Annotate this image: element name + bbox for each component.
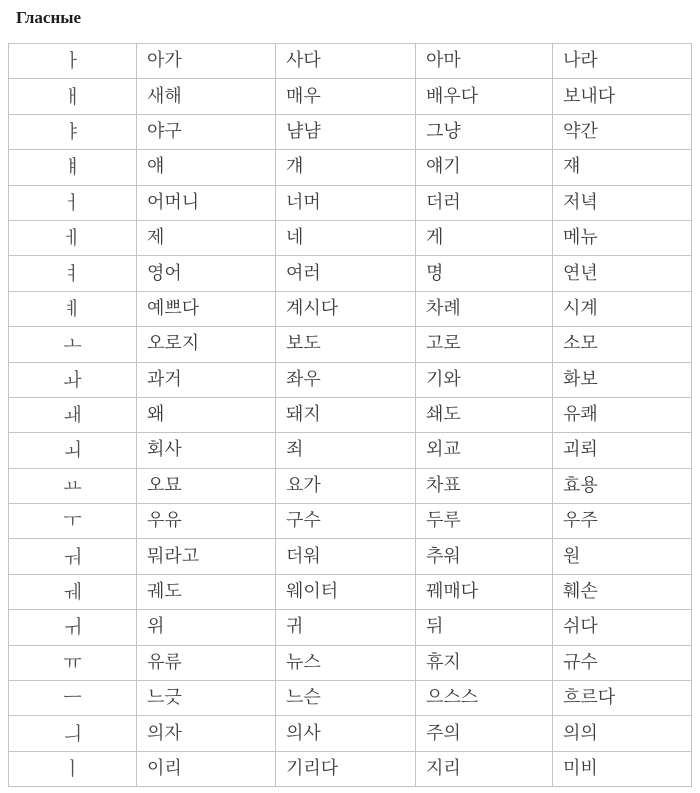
example-word-cell: 보도 <box>276 327 416 362</box>
table-row <box>9 327 692 362</box>
vowel-cell: ㅕ <box>9 256 137 291</box>
example-word-cell: 괴뢰 <box>553 433 692 468</box>
example-word-cell: 기와 <box>416 362 553 397</box>
table-row <box>9 185 692 220</box>
example-word-cell: 요가 <box>276 468 416 503</box>
example-word-cell: 매우 <box>276 79 416 114</box>
example-word-cell: 위 <box>137 610 276 645</box>
example-word-cell: 나라 <box>553 44 692 79</box>
example-word-cell: 쇄도 <box>416 397 553 432</box>
example-word-cell: 의자 <box>137 716 276 751</box>
example-word-cell: 오로지 <box>137 327 276 362</box>
example-word-cell: 좌우 <box>276 362 416 397</box>
example-word-cell: 아마 <box>416 44 553 79</box>
example-word-cell: 예쁘다 <box>137 291 276 326</box>
example-word-cell: 느긋 <box>137 681 276 716</box>
example-word-cell: 훼손 <box>553 574 692 609</box>
example-word-cell: 게 <box>416 220 553 255</box>
example-word-cell: 메뉴 <box>553 220 692 255</box>
example-word-cell: 아가 <box>137 44 276 79</box>
table-row <box>9 574 692 609</box>
example-word-cell: 꿰매다 <box>416 574 553 609</box>
example-word-cell: 더러 <box>416 185 553 220</box>
table-row <box>9 468 692 503</box>
example-word-cell: 우유 <box>137 504 276 539</box>
example-word-cell: 뒤 <box>416 610 553 645</box>
example-word-cell: 쟤 <box>553 150 692 185</box>
table-row <box>9 433 692 468</box>
vowel-cell: ㅟ <box>9 610 137 645</box>
example-word-cell: 유류 <box>137 645 276 680</box>
example-word-cell: 오묘 <box>137 468 276 503</box>
example-word-cell: 계시다 <box>276 291 416 326</box>
example-word-cell: 영어 <box>137 256 276 291</box>
example-word-cell: 의의 <box>553 716 692 751</box>
example-word-cell: 뉴스 <box>276 645 416 680</box>
example-word-cell: 죄 <box>276 433 416 468</box>
example-word-cell: 원 <box>553 539 692 574</box>
example-word-cell: 구수 <box>276 504 416 539</box>
table-row <box>9 362 692 397</box>
vowel-cell: ㅓ <box>9 185 137 220</box>
example-word-cell: 규수 <box>553 645 692 680</box>
vowel-cell: ㅗ <box>9 327 137 362</box>
example-word-cell: 느슨 <box>276 681 416 716</box>
vowel-table <box>8 43 692 787</box>
example-word-cell: 약간 <box>553 114 692 149</box>
vowel-cell: ㅖ <box>9 291 137 326</box>
example-word-cell: 차례 <box>416 291 553 326</box>
example-word-cell: 귀 <box>276 610 416 645</box>
vowel-cell: ㅒ <box>9 150 137 185</box>
example-word-cell: 뭐라고 <box>137 539 276 574</box>
example-word-cell: 화보 <box>553 362 692 397</box>
table-row <box>9 751 692 786</box>
example-word-cell: 너머 <box>276 185 416 220</box>
vowel-cell: ㅙ <box>9 397 137 432</box>
example-word-cell: 어머니 <box>137 185 276 220</box>
example-word-cell: 돼지 <box>276 397 416 432</box>
vowel-cell: ㅔ <box>9 220 137 255</box>
example-word-cell: 걔 <box>276 150 416 185</box>
example-word-cell: 그냥 <box>416 114 553 149</box>
example-word-cell: 기리다 <box>276 751 416 786</box>
example-word-cell: 차표 <box>416 468 553 503</box>
table-row <box>9 79 692 114</box>
table-row <box>9 610 692 645</box>
example-word-cell: 소모 <box>553 327 692 362</box>
vowel-cell: ㅡ <box>9 681 137 716</box>
example-word-cell: 저녁 <box>553 185 692 220</box>
example-word-cell: 얘 <box>137 150 276 185</box>
example-word-cell: 추워 <box>416 539 553 574</box>
example-word-cell: 웨이터 <box>276 574 416 609</box>
vowel-cell: ㅜ <box>9 504 137 539</box>
vowel-cell: ㅑ <box>9 114 137 149</box>
example-word-cell: 연년 <box>553 256 692 291</box>
vowel-table-body <box>9 44 692 787</box>
vowel-cell: ㅠ <box>9 645 137 680</box>
example-word-cell: 얘기 <box>416 150 553 185</box>
example-word-cell: 미비 <box>553 751 692 786</box>
table-row <box>9 150 692 185</box>
example-word-cell: 회사 <box>137 433 276 468</box>
example-word-cell: 쉬다 <box>553 610 692 645</box>
vowel-cell: ㅐ <box>9 79 137 114</box>
example-word-cell: 의사 <box>276 716 416 751</box>
example-word-cell: 유쾌 <box>553 397 692 432</box>
table-row <box>9 681 692 716</box>
example-word-cell: 고로 <box>416 327 553 362</box>
example-word-cell: 효용 <box>553 468 692 503</box>
example-word-cell: 더워 <box>276 539 416 574</box>
example-word-cell: 지리 <box>416 751 553 786</box>
vowel-cell: ㅏ <box>9 44 137 79</box>
vowel-cell: ㅝ <box>9 539 137 574</box>
vowel-cell: ㅞ <box>9 574 137 609</box>
example-word-cell: 새해 <box>137 79 276 114</box>
vowel-cell: ㅚ <box>9 433 137 468</box>
example-word-cell: 배우다 <box>416 79 553 114</box>
example-word-cell: 네 <box>276 220 416 255</box>
table-row <box>9 291 692 326</box>
table-row <box>9 256 692 291</box>
vowel-cell: ㅣ <box>9 751 137 786</box>
vowel-cell: ㅘ <box>9 362 137 397</box>
example-word-cell: 여러 <box>276 256 416 291</box>
example-word-cell: 으스스 <box>416 681 553 716</box>
table-row <box>9 539 692 574</box>
example-word-cell: 야구 <box>137 114 276 149</box>
vowel-cell: ㅢ <box>9 716 137 751</box>
example-word-cell: 궤도 <box>137 574 276 609</box>
example-word-cell: 과거 <box>137 362 276 397</box>
example-word-cell: 냠냠 <box>276 114 416 149</box>
example-word-cell: 휴지 <box>416 645 553 680</box>
example-word-cell: 보내다 <box>553 79 692 114</box>
example-word-cell: 명 <box>416 256 553 291</box>
table-row <box>9 504 692 539</box>
example-word-cell: 왜 <box>137 397 276 432</box>
example-word-cell: 흐르다 <box>553 681 692 716</box>
example-word-cell: 우주 <box>553 504 692 539</box>
vowel-cell: ㅛ <box>9 468 137 503</box>
example-word-cell: 두루 <box>416 504 553 539</box>
page-title: Гласные <box>16 8 82 27</box>
table-row <box>9 397 692 432</box>
table-row <box>9 220 692 255</box>
example-word-cell: 외교 <box>416 433 553 468</box>
example-word-cell: 시계 <box>553 291 692 326</box>
table-row <box>9 44 692 79</box>
example-word-cell: 사다 <box>276 44 416 79</box>
table-row <box>9 114 692 149</box>
example-word-cell: 이리 <box>137 751 276 786</box>
example-word-cell: 주의 <box>416 716 553 751</box>
table-row <box>9 716 692 751</box>
example-word-cell: 제 <box>137 220 276 255</box>
table-row <box>9 645 692 680</box>
